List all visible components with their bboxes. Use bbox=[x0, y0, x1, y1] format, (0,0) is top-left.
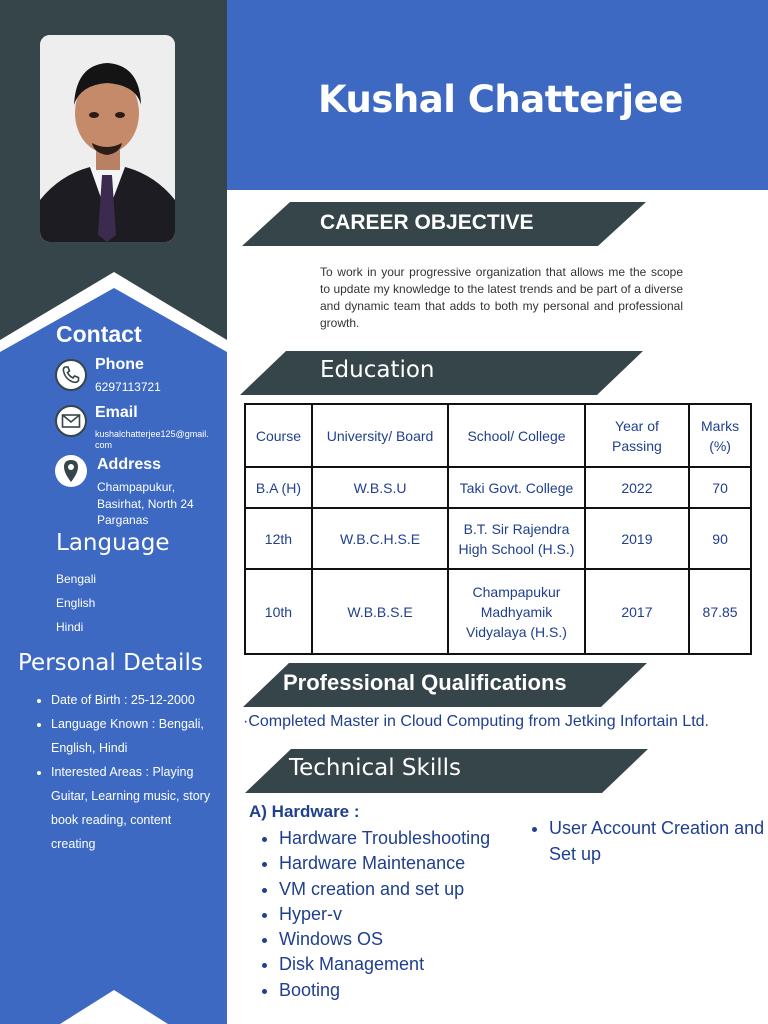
table-cell: B.A (H) bbox=[245, 467, 312, 508]
table-row bbox=[245, 569, 751, 654]
table-header-cell: Marks (%) bbox=[689, 404, 751, 467]
list-item: • Hyper-v bbox=[279, 902, 490, 927]
list-item: • Date of Birth : 25-12-2000 bbox=[51, 688, 218, 712]
phone-label: Phone bbox=[95, 356, 144, 373]
table-cell: 90 bbox=[689, 508, 751, 569]
education-table bbox=[244, 403, 752, 655]
table-cell: 87.85 bbox=[689, 569, 751, 654]
table-header-cell: University/ Board bbox=[312, 404, 448, 467]
contact-heading: Contact bbox=[56, 321, 142, 347]
phone-icon bbox=[55, 359, 87, 391]
language-item: Hindi bbox=[56, 620, 84, 634]
table-cell: W.B.B.S.E bbox=[312, 569, 448, 654]
professional-qualifications-banner bbox=[243, 663, 647, 707]
table-header-row bbox=[245, 404, 751, 467]
email-line-1: kushalchatterjee125@gmail. bbox=[95, 429, 209, 439]
address-label: Address bbox=[97, 456, 162, 473]
other-skills-list bbox=[530, 816, 768, 867]
table-cell: 2017 bbox=[585, 569, 689, 654]
list-item: • VM creation and set up bbox=[279, 877, 490, 902]
list-item: • Language Known : Bengali, English, Hindi bbox=[51, 712, 218, 760]
profile-photo bbox=[40, 35, 175, 242]
table-cell: Taki Govt. College bbox=[448, 467, 585, 508]
hardware-heading: A) Hardware : bbox=[249, 802, 360, 821]
section-title: CAREER OBJECTIVE bbox=[320, 211, 534, 234]
list-item: • Hardware Maintenance bbox=[279, 851, 490, 876]
table-cell: 2019 bbox=[585, 508, 689, 569]
career-objective-banner bbox=[242, 202, 646, 246]
career-objective-text: To work in your progressive organization that allows me the scope to update my knowledge to the latest trends and be part of a diverse and dynamic team that adds to both my personal and professional growth. bbox=[320, 265, 683, 330]
section-title: Technical Skills bbox=[289, 755, 461, 781]
email-line-2: com bbox=[95, 440, 113, 450]
table-cell: B.T. Sir Rajendra High School (H.S.) bbox=[448, 508, 585, 569]
language-item: English bbox=[56, 596, 96, 610]
language-heading: Language bbox=[56, 530, 170, 556]
table-cell: Champapukur Madhyamik Vidyalaya (H.S.) bbox=[448, 569, 585, 654]
list-item: • User Account Creation and Set up bbox=[549, 816, 768, 867]
list-item: • Hardware Troubleshooting bbox=[279, 826, 490, 851]
table-cell: 2022 bbox=[585, 467, 689, 508]
email-icon bbox=[55, 405, 87, 437]
section-title: Professional Qualifications bbox=[283, 670, 567, 695]
education-banner bbox=[240, 351, 643, 395]
table-cell: W.B.S.U bbox=[312, 467, 448, 508]
personal-details-list bbox=[33, 688, 218, 856]
table-row bbox=[245, 508, 751, 569]
table-cell: 70 bbox=[689, 467, 751, 508]
phone-value: 6297113721 bbox=[95, 380, 161, 394]
candidate-name: Kushal Chatterjee bbox=[318, 78, 683, 121]
table-cell: W.B.C.H.S.E bbox=[312, 508, 448, 569]
qualification-text: ·Completed Master in Cloud Computing from Jetking Infortain Ltd. bbox=[243, 713, 709, 730]
location-pin-icon bbox=[55, 455, 87, 487]
technical-skills-banner bbox=[245, 749, 648, 793]
table-row bbox=[245, 467, 751, 508]
list-item: • Windows OS bbox=[279, 927, 490, 952]
hardware-skills-list bbox=[260, 826, 490, 1003]
list-item: • Disk Management bbox=[279, 952, 490, 977]
address-line-1: Champapukur, bbox=[97, 480, 176, 494]
personal-details-heading: Personal Details bbox=[18, 650, 203, 676]
table-cell: 10th bbox=[245, 569, 312, 654]
address-value bbox=[97, 479, 194, 529]
email-value bbox=[95, 429, 209, 451]
language-item: Bengali bbox=[56, 572, 97, 586]
address-line-3: Parganas bbox=[97, 513, 149, 527]
table-header-cell: Course bbox=[245, 404, 312, 467]
table-cell: 12th bbox=[245, 508, 312, 569]
table-header-cell: Year of Passing bbox=[585, 404, 689, 467]
email-label: Email bbox=[95, 404, 138, 421]
address-line-2: Basirhat, North 24 bbox=[97, 496, 194, 511]
list-item: • Interested Areas : Playing Guitar, Learning music, story book reading, content creating bbox=[51, 760, 218, 856]
table-header-cell: School/ College bbox=[448, 404, 585, 467]
section-title: Education bbox=[320, 357, 435, 383]
list-item: • Booting bbox=[279, 978, 490, 1003]
